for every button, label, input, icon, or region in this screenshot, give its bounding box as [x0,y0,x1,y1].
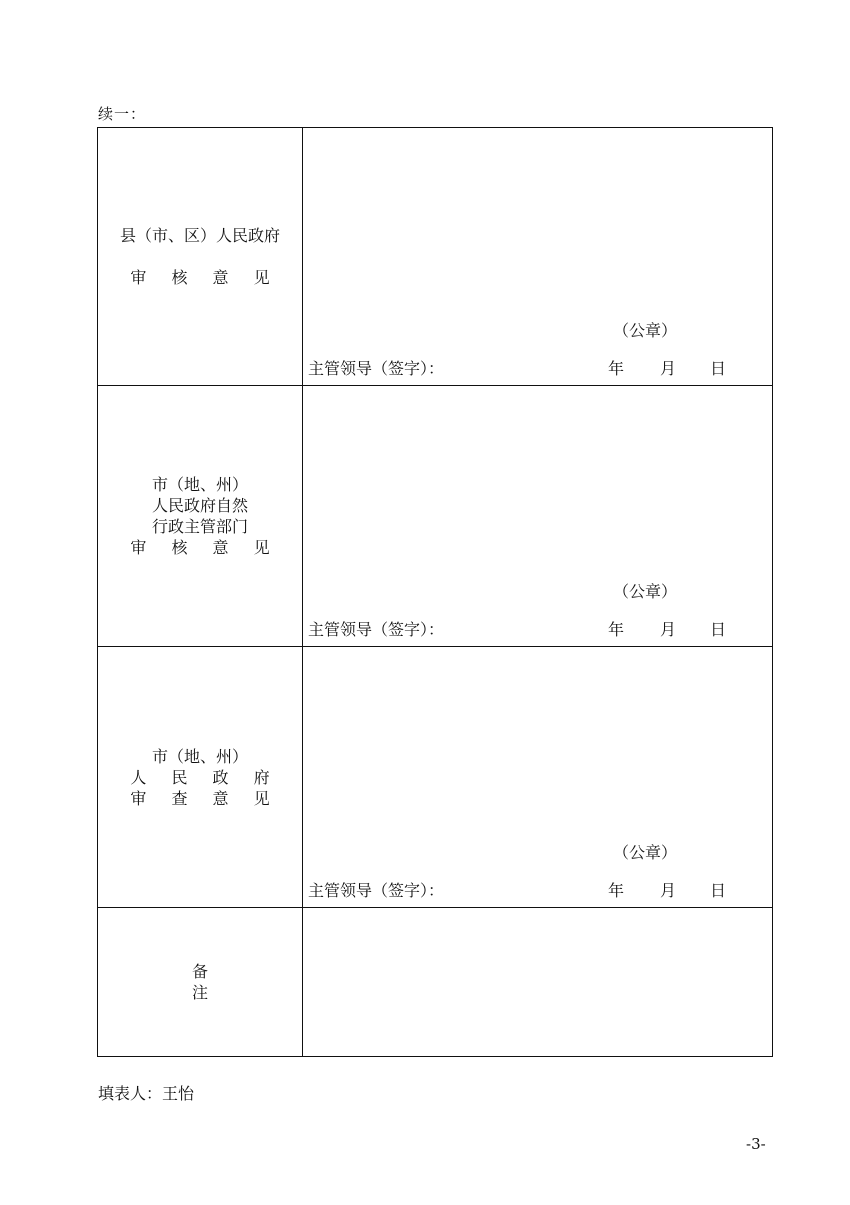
seal-text: （公章） [612,843,677,862]
year-label: 年 [608,359,625,378]
city-government-review-row [98,647,773,908]
label-line: 审 核 意 见 [130,268,280,287]
county-review-row [98,128,773,386]
county-review-label [98,128,303,386]
city-resource-review-row [98,386,773,647]
day-label: 日 [710,359,727,378]
date-fields [608,878,726,901]
day-label: 日 [710,620,727,639]
city-resource-review-content[interactable] [303,386,773,647]
label-line: 县（市、区）人民政府 [119,226,280,245]
label-line: 市（地、州） [151,475,248,494]
seal-text: （公章） [612,582,677,601]
signer-label: 主管领导（签字）： [308,359,445,378]
remarks-row [98,908,773,1057]
city-resource-review-label [98,386,303,647]
continuation-heading: 续一： [98,105,147,123]
label-line: 市（地、州） [151,746,248,766]
date-fields [608,356,726,379]
year-label: 年 [608,881,625,900]
remarks-content[interactable] [303,908,773,1057]
signer-label: 主管领导（签字）： [308,881,445,900]
review-form-table [97,127,773,1057]
city-government-review-label [98,647,303,908]
label-line: 备 注 [191,962,305,1002]
month-label: 月 [660,359,677,378]
label-line: 行政主管部门 [151,517,248,536]
label-line: 审 查 意 见 [130,788,280,808]
signer-label: 主管领导（签字）： [308,620,445,639]
day-label: 日 [710,881,727,900]
label-line: 人 民 政 府 [130,767,280,787]
city-government-review-content[interactable] [303,647,773,908]
remarks-label [98,908,303,1057]
county-review-content[interactable] [303,128,773,386]
month-label: 月 [660,881,677,900]
year-label: 年 [608,620,625,639]
date-fields [608,617,726,640]
page-number: -3- [746,1135,766,1153]
label-line: 审 核 意 见 [130,538,280,557]
form-filler: 填表人：王怡 [98,1084,195,1103]
month-label: 月 [660,620,677,639]
label-gap [98,246,302,267]
label-line: 人民政府自然 [151,496,248,515]
seal-text: （公章） [612,321,677,340]
